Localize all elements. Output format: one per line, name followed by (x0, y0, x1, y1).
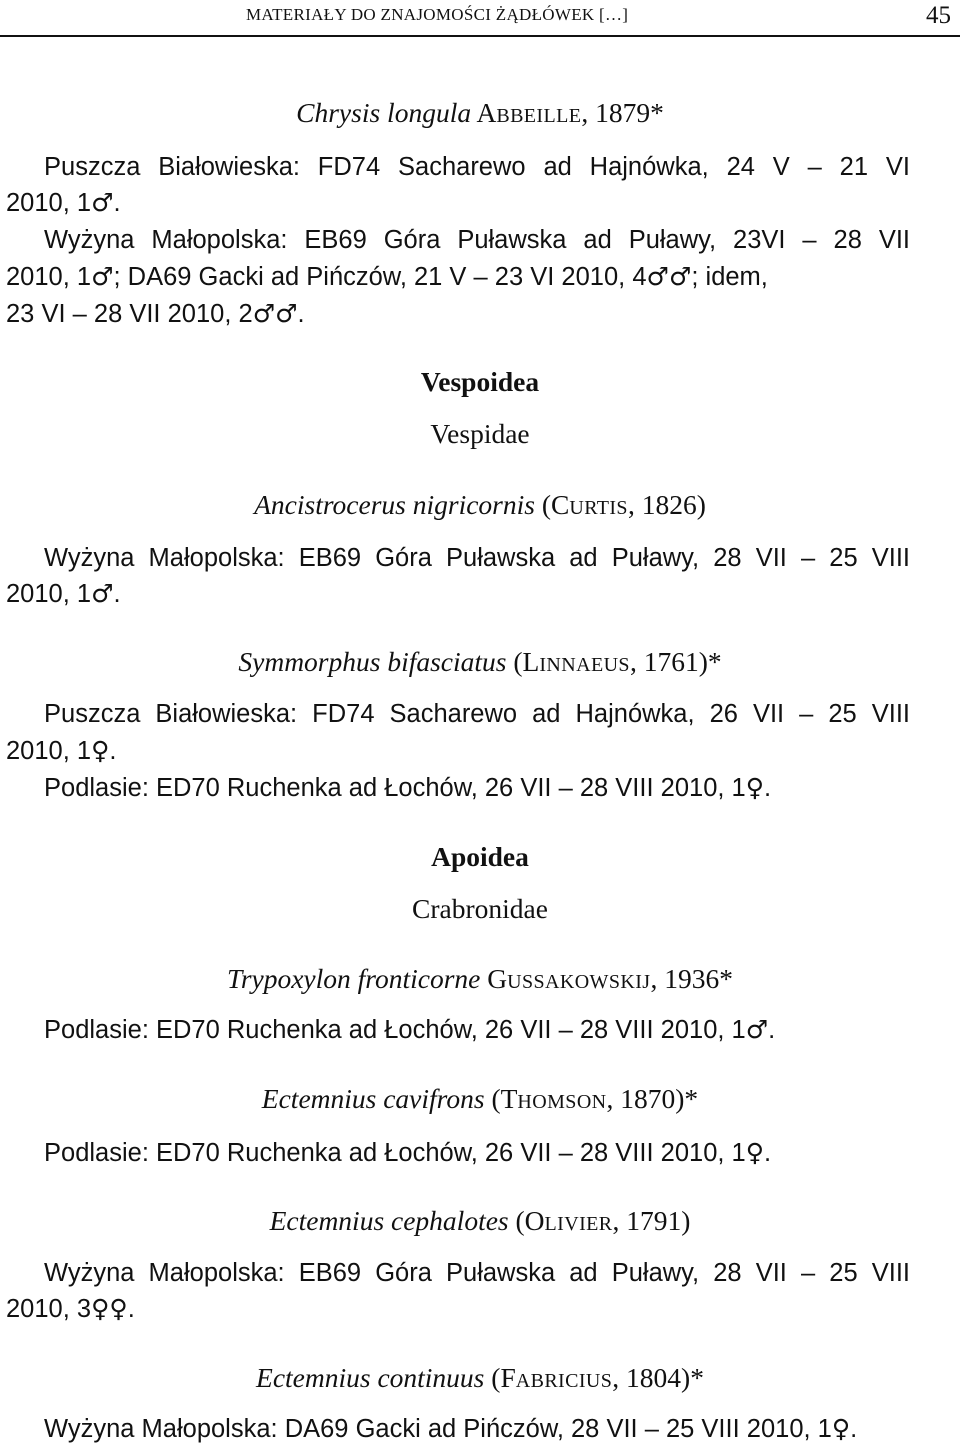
header-rule (0, 35, 960, 37)
species-heading: Ectemnius cavifrons (THOMSON, 1870)* (261, 1083, 699, 1114)
male-symbol: ♂ (91, 188, 114, 217)
author-initial: C (551, 489, 570, 520)
male-symbol: ♂ (91, 579, 114, 608)
male-symbol: ♂ (745, 1015, 769, 1044)
male-symbol: ♂ (91, 262, 114, 291)
author-name: USSAKOWSKIJ (507, 971, 651, 993)
author-initial: O (524, 1205, 545, 1236)
record-line: Wyżyna Małopolska: EB69 Góra Puławska ad Puławy, 28 VII – 25 VIII (44, 1259, 910, 1287)
male-symbol: ♂ (668, 262, 692, 291)
female-symbol: ♀ (745, 773, 765, 802)
species-heading (0, 97, 960, 132)
author-year: , 1879* (581, 97, 664, 128)
female-symbol: ♀ (91, 736, 110, 765)
author-name: LIVIER (544, 1213, 613, 1235)
author-initial: F (500, 1362, 516, 1393)
author-year: , 1826) (627, 489, 706, 520)
author-year: , 1936* (650, 963, 733, 994)
species-name: Trypoxylon fronticorne (227, 963, 481, 994)
record-line: 2010, 1♀. (6, 736, 117, 765)
author-name: INNAEUS (539, 654, 630, 676)
record-line: 2010, 3♀♀. (6, 1294, 135, 1323)
species-name: Ectemnius cavifrons (261, 1083, 485, 1114)
superfamily-heading: Vespoidea (420, 366, 540, 397)
species-name: Ectemnius continuus (256, 1362, 485, 1393)
author-name: URTIS (569, 497, 628, 519)
superfamily-heading: Apoidea (431, 841, 529, 872)
author-initial: L (522, 646, 540, 677)
record-line: Wyżyna Małopolska: DA69 Gacki ad Pińczów, 28 VII – 25 VIII 2010, 1♀. (44, 1414, 858, 1443)
species-heading (0, 963, 960, 998)
author-name: ABRICIUS (515, 1370, 613, 1392)
author-initial: T (500, 1083, 518, 1114)
author-name: BBEILLE (496, 105, 582, 127)
author-initial: G (487, 963, 508, 994)
species-name: Symmorphus bifasciatus (238, 646, 507, 677)
record-line: Puszcza Białowieska: FD74 Sacharewo ad Hajnówka, 24 V – 21 VI (44, 153, 910, 181)
record-line: 23 VI – 28 VII 2010, 2♂♂. (6, 299, 305, 328)
author-year: , 1870)* (606, 1083, 699, 1114)
record-line: Podlasie: ED70 Ruchenka ad Łochów, 26 VII – 28 VIII 2010, 1♂. (44, 1015, 776, 1044)
author-initial: A (476, 97, 497, 128)
running-header (0, 0, 960, 36)
female-symbol: ♀ (745, 1138, 765, 1167)
author-name: HOMSON (517, 1091, 607, 1113)
author-year: , 1761)* (629, 646, 722, 677)
species-heading: Ectemnius cephalotes (OLIVIER, 1791) (269, 1205, 691, 1236)
record-line: 2010, 1♂. (6, 188, 121, 217)
female-symbol: ♀ (91, 1294, 110, 1323)
species-name: Ancistrocerus nigricornis (254, 489, 535, 520)
running-title: MATERIAŁY DO ZNAJOMOŚCI ŻĄDŁÓWEK […] (246, 5, 629, 24)
species-heading: Ancistrocerus nigricornis (CURTIS, 1826) (254, 489, 706, 520)
female-symbol: ♀ (831, 1414, 851, 1443)
author-year: , 1791) (612, 1205, 691, 1236)
record-line: Wyżyna Małopolska: EB69 Góra Puławska ad Puławy, 28 VII – 25 VIII (44, 544, 910, 572)
record-line: Wyżyna Małopolska: EB69 Góra Puławska ad Puławy, 23VI – 28 VII (44, 226, 910, 254)
record-line: 2010, 1♂; DA69 Gacki ad Pińczów, 21 V – 23 VI 2010, 4♂♂; idem, (6, 262, 768, 291)
record-line: Podlasie: ED70 Ruchenka ad Łochów, 26 VII – 28 VIII 2010, 1♀. (44, 773, 772, 802)
family-heading: Vespidae (430, 418, 530, 449)
male-symbol: ♂ (275, 299, 298, 328)
species-name: Chrysis longula (296, 97, 472, 128)
species-name: Ectemnius cephalotes (269, 1205, 509, 1236)
author-year: , 1804)* (612, 1362, 704, 1393)
species-heading: Ectemnius continuus (FABRICIUS, 1804)* (256, 1362, 704, 1393)
family-heading: Crabronidae (412, 893, 548, 924)
record-line: Podlasie: ED70 Ruchenka ad Łochów, 26 VII – 28 VIII 2010, 1♀. (44, 1138, 772, 1167)
record-line: Puszcza Białowieska: FD74 Sacharewo ad Hajnówka, 26 VII – 25 VIII (44, 700, 910, 728)
male-symbol: ♂ (252, 299, 276, 328)
male-symbol: ♂ (646, 262, 669, 291)
page-number: 45 (926, 2, 951, 29)
record-line: 2010, 1♂. (6, 579, 121, 608)
female-symbol: ♀ (109, 1294, 128, 1323)
species-heading: Symmorphus bifasciatus (LINNAEUS, 1761)* (238, 646, 722, 677)
